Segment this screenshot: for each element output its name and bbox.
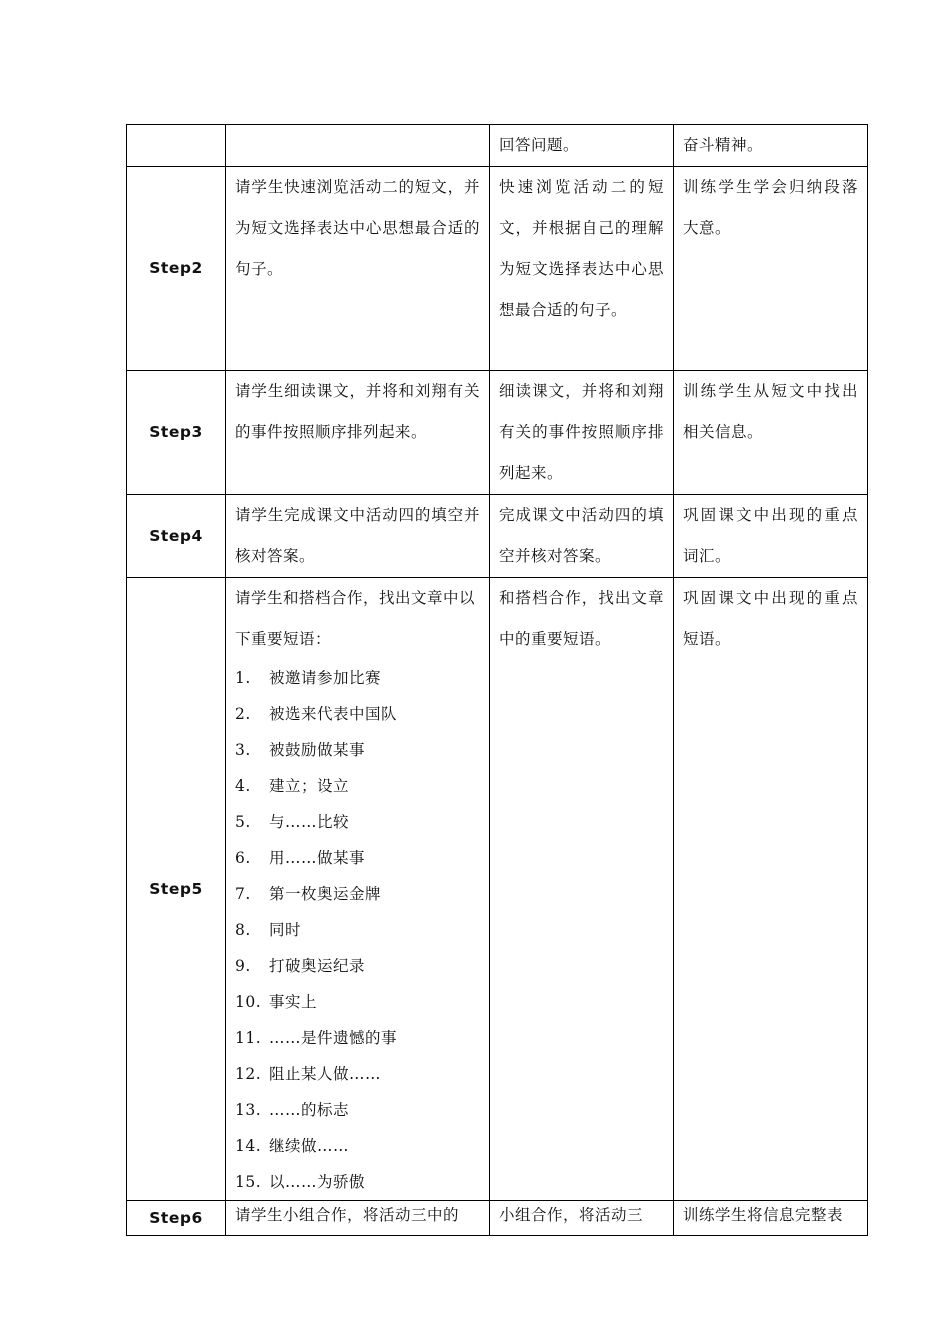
step-cell: Step3 [127,371,226,495]
phrase-item [235,804,480,840]
phrase-number: 7. [235,885,251,903]
phrase-item [235,696,480,732]
phrase-text: 被选来代表中国队 [269,705,398,723]
table-row [127,371,868,495]
phrase-item [235,1092,480,1128]
phrase-number: 2. [235,705,251,723]
teacher-activity-cell [226,578,490,1201]
phrase-number: 4. [235,777,251,795]
phrase-number: 14. [235,1137,262,1155]
student-activity-cell: 快速浏览活动二的短文，并根据自己的理解为短文选择表达中心思想最合适的句子。 [490,167,674,371]
lesson-plan-table [126,124,868,1236]
teacher-activity-cell: 请学生细读课文，并将和刘翔有关的事件按照顺序排列起来。 [226,371,490,495]
phrase-list [235,660,480,1200]
table-row [127,167,868,371]
purpose-cell: 奋斗精神。 [674,125,868,167]
phrase-number: 1. [235,669,251,687]
student-activity-cell: 和搭档合作，找出文章中的重要短语。 [490,578,674,1201]
step-cell [127,125,226,167]
student-activity-cell: 完成课文中活动四的填空并核对答案。 [490,495,674,578]
phrase-number: 15. [235,1173,262,1191]
step-cell: Step2 [127,167,226,371]
teacher-activity-cell: 请学生完成课文中活动四的填空并核对答案。 [226,495,490,578]
phrase-text: 事实上 [269,993,318,1011]
phrase-text: 第一枚奥运金牌 [269,885,382,903]
phrase-number: 5. [235,813,251,831]
phrase-item [235,984,480,1020]
phrase-text: 被邀请参加比赛 [269,669,382,687]
purpose-cell: 训练学生从短文中找出相关信息。 [674,371,868,495]
purpose-cell: 巩固课文中出现的重点词汇。 [674,495,868,578]
phrase-item [235,912,480,948]
phrase-text: 与……比较 [269,813,350,831]
teacher-activity-text: 请学生和搭档合作，找出文章中以下重要短语： [235,589,476,648]
table-row [127,578,868,1201]
phrase-text: 被鼓励做某事 [269,741,366,759]
teacher-activity-cell [226,125,490,167]
phrase-item [235,660,480,696]
table-row [127,125,868,167]
student-activity-cell: 细读课文，并将和刘翔有关的事件按照顺序排列起来。 [490,371,674,495]
step-cell: Step6 [127,1201,226,1236]
phrase-text: 继续做…… [269,1137,350,1155]
phrase-item [235,876,480,912]
phrase-item [235,948,480,984]
phrase-item [235,768,480,804]
teacher-activity-cell: 请学生快速浏览活动二的短文，并为短文选择表达中心思想最合适的句子。 [226,167,490,371]
teacher-activity-cell: 请学生小组合作，将活动三中的 [226,1201,490,1236]
phrase-text: ……的标志 [269,1101,350,1119]
phrase-number: 3. [235,741,251,759]
table-row [127,495,868,578]
phrase-number: 12. [235,1065,262,1083]
phrase-number: 10. [235,993,262,1011]
purpose-cell: 训练学生学会归纳段落大意。 [674,167,868,371]
phrase-item [235,1128,480,1164]
step-cell: Step5 [127,578,226,1201]
student-activity-cell: 小组合作，将活动三 [490,1201,674,1236]
phrase-text: 同时 [269,921,302,939]
phrase-item [235,1056,480,1092]
phrase-number: 8. [235,921,251,939]
phrase-number: 11. [235,1029,262,1047]
phrase-item [235,732,480,768]
phrase-number: 6. [235,849,251,867]
step-cell: Step4 [127,495,226,578]
phrase-text: ……是件遗憾的事 [269,1029,398,1047]
phrase-text: 以……为骄傲 [269,1173,366,1191]
phrase-item [235,1020,480,1056]
phrase-text: 阻止某人做…… [269,1065,382,1083]
purpose-cell: 训练学生将信息完整表 [674,1201,868,1236]
phrase-item [235,840,480,876]
phrase-text: 用……做某事 [269,849,366,867]
phrase-number: 9. [235,957,251,975]
phrase-text: 建立；设立 [269,777,350,795]
table-row [127,1201,868,1236]
student-activity-cell: 回答问题。 [490,125,674,167]
phrase-number: 13. [235,1101,262,1119]
phrase-item [235,1164,480,1200]
phrase-text: 打破奥运纪录 [269,957,366,975]
purpose-cell: 巩固课文中出现的重点短语。 [674,578,868,1201]
